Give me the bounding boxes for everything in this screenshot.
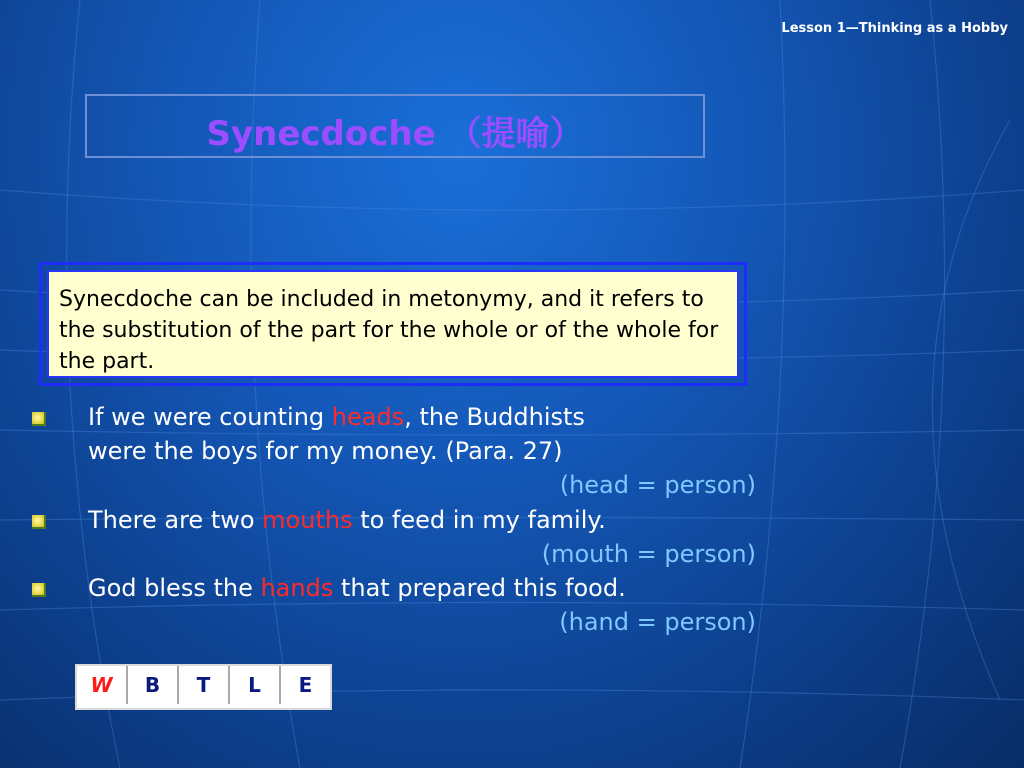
example-text: There are two mouths to feed in my family.	[88, 506, 606, 534]
example-text: God bless the hands that prepared this food.	[88, 574, 626, 602]
highlight-word: heads	[331, 403, 405, 431]
nav-button-w[interactable]: W	[77, 666, 128, 704]
nav-button-t[interactable]: T	[179, 666, 230, 704]
bullet-icon	[32, 515, 46, 529]
lesson-header: Lesson 1—Thinking as a Hobby	[781, 21, 1008, 36]
title-box	[85, 94, 705, 158]
nav-button-e[interactable]: E	[298, 673, 313, 697]
definition-text: Synecdoche can be included in metonymy, and it refers to the substitution of the part for the whole or of the whole for the part.	[47, 270, 739, 378]
slide-title: Synecdoche （提喻）	[206, 114, 584, 154]
example-note: (head = person)	[559, 471, 756, 499]
nav-button-bar	[75, 664, 332, 710]
example-text-line2: were the boys for my money. (Para. 27)	[88, 437, 563, 465]
example-note: (hand = person)	[559, 608, 756, 636]
example-text: If we were counting heads, the Buddhists	[88, 403, 585, 431]
nav-button-b[interactable]: B	[128, 666, 179, 704]
bullet-icon	[32, 412, 46, 426]
bullet-icon	[32, 583, 46, 597]
nav-button-l[interactable]: L	[230, 666, 281, 704]
highlight-word: hands	[260, 574, 334, 602]
definition-box	[39, 262, 747, 386]
highlight-word: mouths	[262, 506, 353, 534]
example-note: (mouth = person)	[541, 540, 756, 568]
